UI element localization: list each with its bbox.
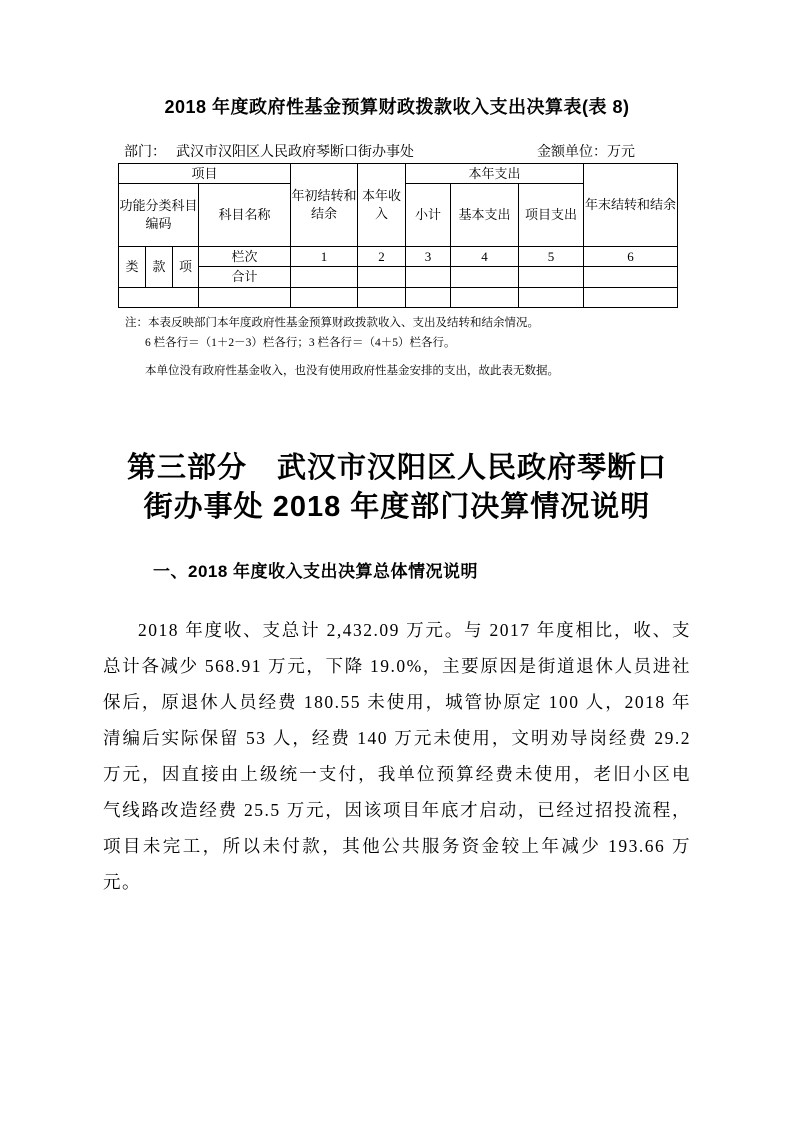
section-heading	[0, 449, 794, 527]
header-func-xiang: 项	[173, 247, 199, 288]
header-function-code: 功能分类科目编码	[119, 184, 199, 247]
amount-unit-label: 金额单位：万元	[537, 145, 635, 160]
empty-cell	[519, 288, 584, 308]
department-value: 武汉市汉阳区人民政府琴断口街办事处	[176, 145, 414, 160]
section-heading-line-1: 第三部分 武汉市汉阳区人民政府琴断口	[126, 452, 667, 484]
header-project: 项目	[119, 164, 291, 184]
note-line-2: 6 栏各行＝（1＋2－3）栏各行；3 栏各行＝（4＋5）栏各行。	[145, 337, 456, 349]
table-title: 2018 年度政府性基金预算财政拨款收入支出决算表(表 8)	[164, 97, 630, 117]
header-current-year-income: 本年收入	[358, 164, 406, 247]
body-paragraph: 2018 年度收、支总计 2,432.09 万元。与 2017 年度相比，收、支总计各减少 568.91 万元，下降 19.0%，主要原因是街道退休人员进社保后，原退休人员经费 180.55 未使用，城管协原定 100 人，2018 年清编后实际保留 53 人，经费 140 万元未使用，文明劝导岗经费 29.2 万元，因直接由上级统一支付，我单位预算经费未使用，老旧小区电气线路改造经费 25.5 万元，因该项目年底才启动，已经过招投流程，项目未完工，所以未付款，其他公共服务资金较上年减少 193.66 万元。	[103, 620, 691, 892]
header-project-expense: 项目支出	[519, 184, 584, 247]
budget-table	[118, 163, 678, 308]
column-number: 3	[406, 247, 451, 267]
header-subject-name: 科目名称	[199, 184, 291, 247]
column-number: 5	[519, 247, 584, 267]
empty-cell	[358, 288, 406, 308]
section-heading-line-2: 街办事处 2018 年度部门决算情况说明	[143, 491, 651, 523]
department	[118, 141, 414, 161]
table-meta-row	[118, 141, 677, 161]
header-end-year-balance: 年末结转和结余	[584, 164, 678, 247]
header-func-kuan: 款	[146, 247, 173, 288]
empty-cell	[451, 288, 519, 308]
column-number: 4	[451, 247, 519, 267]
total-cell	[358, 267, 406, 288]
total-cell	[291, 267, 358, 288]
table-notes	[125, 313, 665, 381]
column-number: 2	[358, 247, 406, 267]
header-func-class: 类	[119, 247, 146, 288]
total-cell	[519, 267, 584, 288]
header-begin-year-balance: 年初结转和结余	[291, 164, 358, 247]
header-column-row-label: 栏次	[199, 247, 291, 267]
note-line-1: 注：本表反映部门本年度政府性基金预算财政拨款收入、支出及结转和结余情况。	[125, 317, 539, 329]
total-cell	[451, 267, 519, 288]
header-subtotal: 小计	[406, 184, 451, 247]
column-number: 6	[584, 247, 678, 267]
table-empty-row	[119, 288, 678, 308]
table-column-index-row	[119, 247, 678, 267]
table-header-row-1	[119, 164, 678, 184]
empty-cell	[119, 288, 199, 308]
department-label: 部门：	[124, 145, 166, 160]
section-subheading: 一、2018 年度收入支出决算总体情况说明	[153, 562, 479, 581]
total-cell	[406, 267, 451, 288]
table-total-row	[119, 267, 678, 288]
header-basic-expense: 基本支出	[451, 184, 519, 247]
column-number: 1	[291, 247, 358, 267]
total-row-label: 合计	[199, 267, 291, 288]
note-line-3: 本单位没有政府性基金收入，也没有使用政府性基金安排的支出，故此表无数据。	[145, 365, 559, 377]
header-current-year-expense: 本年支出	[406, 164, 584, 184]
empty-cell	[199, 288, 291, 308]
empty-cell	[291, 288, 358, 308]
empty-cell	[406, 288, 451, 308]
total-cell	[584, 267, 678, 288]
